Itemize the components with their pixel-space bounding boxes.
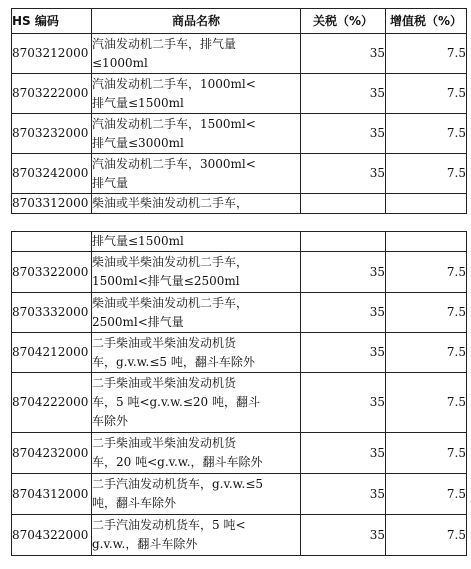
product-name-line: 排气量≤1500ml <box>92 95 184 110</box>
vat-rate-cell: 7.5 <box>386 34 467 74</box>
vat-rate-cell: 7.5 <box>386 252 467 293</box>
hs-code-cell: 8703332000 <box>12 293 92 333</box>
product-name-line: 吨，翻斗车除外 <box>92 496 177 510</box>
vat-rate-cell: 7.5 <box>386 74 467 114</box>
product-name-cell <box>92 333 301 373</box>
tariff-rate-cell: 35 <box>301 474 386 515</box>
hs-code-cell: 8703312000 <box>12 194 92 214</box>
vat-rate-cell: 7.5 <box>386 114 467 154</box>
tariff-rate-cell: 35 <box>301 373 386 433</box>
vat-rate-cell: 7.5 <box>386 293 467 333</box>
vat-rate-cell <box>386 194 467 214</box>
hs-code-cell: 8703222000 <box>12 74 92 114</box>
product-name-line: 二手汽油发动机货车，g.v.w.≤5 <box>92 477 264 491</box>
product-name-line: 柴油或半柴油发动机二手车， <box>92 255 249 269</box>
product-name-line: 二手柴油或半柴油发动机货 <box>92 436 237 450</box>
hs-code-header: HS 编码 <box>12 9 92 34</box>
vat-rate-cell: 7.5 <box>386 433 467 474</box>
tariff-rate-cell: 35 <box>301 34 386 74</box>
vat-rate-cell: 7.5 <box>386 373 467 433</box>
tariff-rate-cell: 35 <box>301 74 386 114</box>
hs-code-cell: 8704232000 <box>12 433 92 474</box>
product-name-line: 排气量≤3000ml <box>92 135 184 150</box>
tariff-rate-cell: 35 <box>301 114 386 154</box>
product-name-line: 1500ml<排气量≤2500ml <box>92 274 240 288</box>
tariff-rate-cell: 35 <box>301 293 386 333</box>
table-row <box>12 232 467 252</box>
product-name-cell <box>92 194 301 214</box>
hs-code-cell: 8704322000 <box>12 515 92 556</box>
table-row <box>12 474 467 515</box>
table-row <box>12 433 467 474</box>
hs-code-cell: 8704222000 <box>12 373 92 433</box>
tariff-header: 关税（%） <box>301 9 386 34</box>
tariff-rate-cell: 35 <box>301 333 386 373</box>
product-name-line: 2500ml<排气量 <box>92 314 184 329</box>
product-name-line: 排气量≤1500ml <box>92 234 184 248</box>
product-name-cell <box>92 515 301 556</box>
table-row <box>12 515 467 556</box>
table-row <box>12 373 467 433</box>
table-row <box>12 34 467 74</box>
hs-code-cell <box>12 232 92 252</box>
tariff-table-bottom <box>11 231 467 556</box>
product-name-line: 车，20 吨<g.v.w.，翻斗车除外 <box>92 455 263 469</box>
tariff-table-top <box>11 8 467 214</box>
table-row <box>12 333 467 373</box>
product-name-cell <box>92 474 301 515</box>
product-name-line: 二手柴油或半柴油发动机货 <box>92 376 237 390</box>
hs-code-cell: 8703322000 <box>12 252 92 293</box>
table-header-row <box>12 9 467 34</box>
hs-code-cell: 8704212000 <box>12 333 92 373</box>
tariff-rate-cell: 35 <box>301 252 386 293</box>
table-row <box>12 194 467 214</box>
product-name-line: 二手汽油发动机货车，5 吨< <box>92 518 246 532</box>
product-name-line: 车，5 吨<g.v.w.≤20 吨，翻斗 <box>92 395 260 409</box>
tariff-rate-cell <box>301 232 386 252</box>
product-name-line: 排气量 <box>92 175 129 190</box>
hs-code-cell: 8703212000 <box>12 34 92 74</box>
product-name-line: 车除外 <box>92 414 129 428</box>
product-name-cell <box>92 74 301 114</box>
product-name-cell <box>92 114 301 154</box>
product-name-cell <box>92 433 301 474</box>
table-row <box>12 252 467 293</box>
hs-code-cell: 8703232000 <box>12 114 92 154</box>
product-name-line: 柴油或半柴油发动机二手车， <box>92 196 249 210</box>
product-name-line: 柴油或半柴油发动机二手车， <box>92 295 249 310</box>
table-row <box>12 154 467 194</box>
product-name-cell <box>92 293 301 333</box>
hs-code-cell: 8703242000 <box>12 154 92 194</box>
product-name-line: g.v.w.，翻斗车除外 <box>92 537 198 551</box>
product-name-cell <box>92 154 301 194</box>
product-name-cell <box>92 252 301 293</box>
tariff-rate-cell: 35 <box>301 515 386 556</box>
vat-rate-cell <box>386 232 467 252</box>
vat-rate-cell: 7.5 <box>386 333 467 373</box>
table-row <box>12 74 467 114</box>
product-name-line: 车，g.v.w.≤5 吨，翻斗车除外 <box>92 354 255 369</box>
vat-rate-cell: 7.5 <box>386 515 467 556</box>
tariff-rate-cell: 35 <box>301 154 386 194</box>
product-name-line: 二手柴油或半柴油发动机货 <box>92 335 237 350</box>
vat-rate-cell: 7.5 <box>386 474 467 515</box>
product-name-line: 汽油发动机二手车，1000ml< <box>92 76 256 91</box>
product-name-line: 汽油发动机二手车，1500ml< <box>92 116 256 131</box>
table-row <box>12 293 467 333</box>
product-name-cell <box>92 373 301 433</box>
vat-rate-cell: 7.5 <box>386 154 467 194</box>
product-name-line: 汽油发动机二手车，排气量 <box>92 36 237 51</box>
tariff-rate-cell <box>301 194 386 214</box>
product-name-cell <box>92 232 301 252</box>
hs-code-cell: 8704312000 <box>12 474 92 515</box>
table-row <box>12 114 467 154</box>
product-name-line: 汽油发动机二手车，3000ml< <box>92 156 256 171</box>
product-name-header: 商品名称 <box>92 9 301 34</box>
vat-header: 增值税（%） <box>386 9 467 34</box>
product-name-cell <box>92 34 301 74</box>
product-name-line: ≤1000ml <box>92 55 148 70</box>
tariff-rate-cell: 35 <box>301 433 386 474</box>
